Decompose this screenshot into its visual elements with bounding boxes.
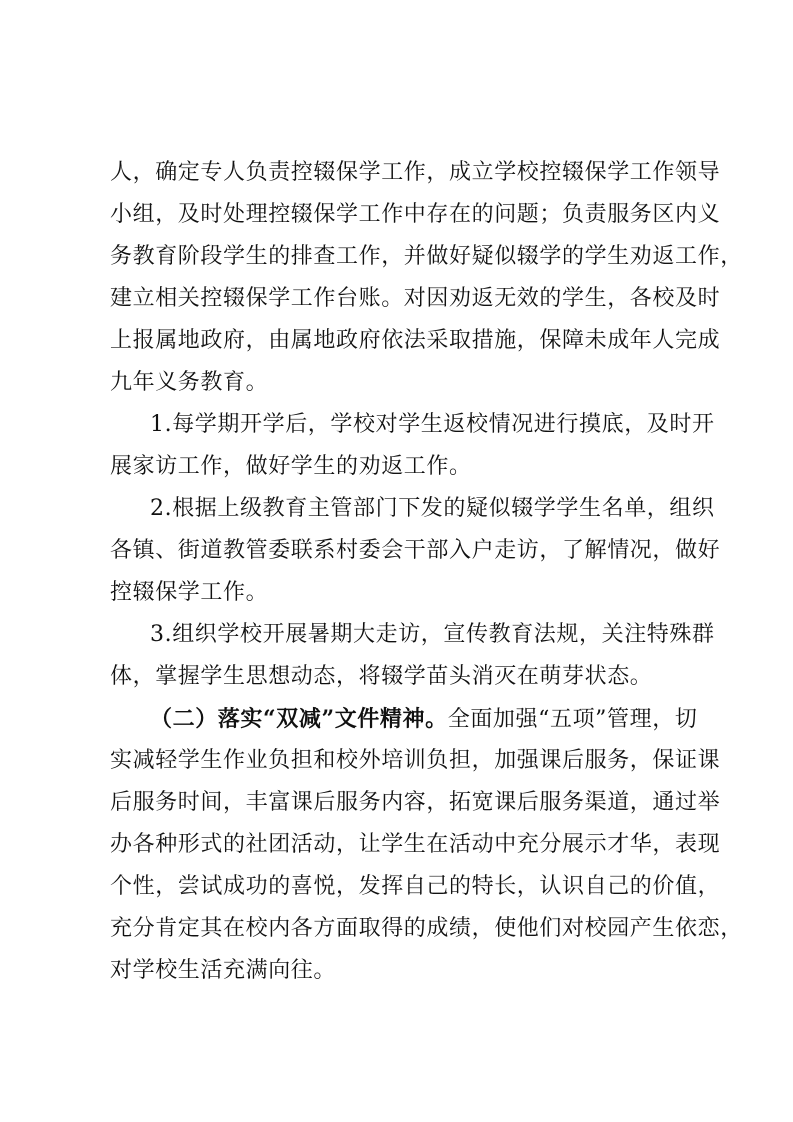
body-line: 3.组织学校开展暑期大走访，宣传教育法规，关注特殊群 [150,622,715,647]
body-line: 人，确定专人负责控辍保学工作，成立学校控辍保学工作领导 [110,160,721,185]
body-line: 各镇、街道教管委联系村委会干部入户走访，了解情况，做好 [110,538,721,563]
body-line: 充分肯定其在校内各方面取得的成绩，使他们对校园产生依恋， [110,916,743,941]
body-line: 体，掌握学生思想动态，将辍学苗头消灭在萌芽状态。 [110,664,653,689]
body-line: 实减轻学生作业负担和校外培训负担，加强课后服务，保证课 [110,748,721,773]
body-line: 对学校生活充满向往。 [110,958,337,983]
body-line-tail: 切 [674,707,698,732]
body-line: 小组，及时处理控辍保学工作中存在的问题；负责服务区内义 [110,202,721,227]
body-line: 展家访工作，做好学生的劝返工作。 [110,454,472,479]
body-line: 后服务时间，丰富课后服务内容，拓宽课后服务渠道，通过举 [110,790,721,815]
section-2-text: 全面加强“五项”管理， [447,707,675,732]
body-line: 1.每学期开学后，学校对学生返校情况进行摸底，及时开 [150,412,715,437]
body-line: 建立相关控辍保学工作台账。对因劝返无效的学生，各校及时 [110,286,721,311]
body-line: 个性，尝试成功的喜悦，发挥自己的特长，认识自己的价值， [110,874,721,899]
body-line: 上报属地政府，由属地政府依法采取措施，保障未成年人完成 [110,328,721,353]
body-line: 办各种形式的社团活动，让学生在活动中充分展示才华，表现 [110,832,721,857]
body-line: 2.根据上级教育主管部门下发的疑似辍学学生名单，组织 [150,496,715,521]
body-line: 九年义务教育。 [110,370,269,395]
body-line: 控辍保学工作。 [110,580,269,605]
section-2-line [150,702,698,736]
section-2-heading: （二）落实“双减”文件精神。 [150,706,448,732]
body-line: 务教育阶段学生的排查工作，并做好疑似辍学的学生劝返工作， [110,244,743,269]
